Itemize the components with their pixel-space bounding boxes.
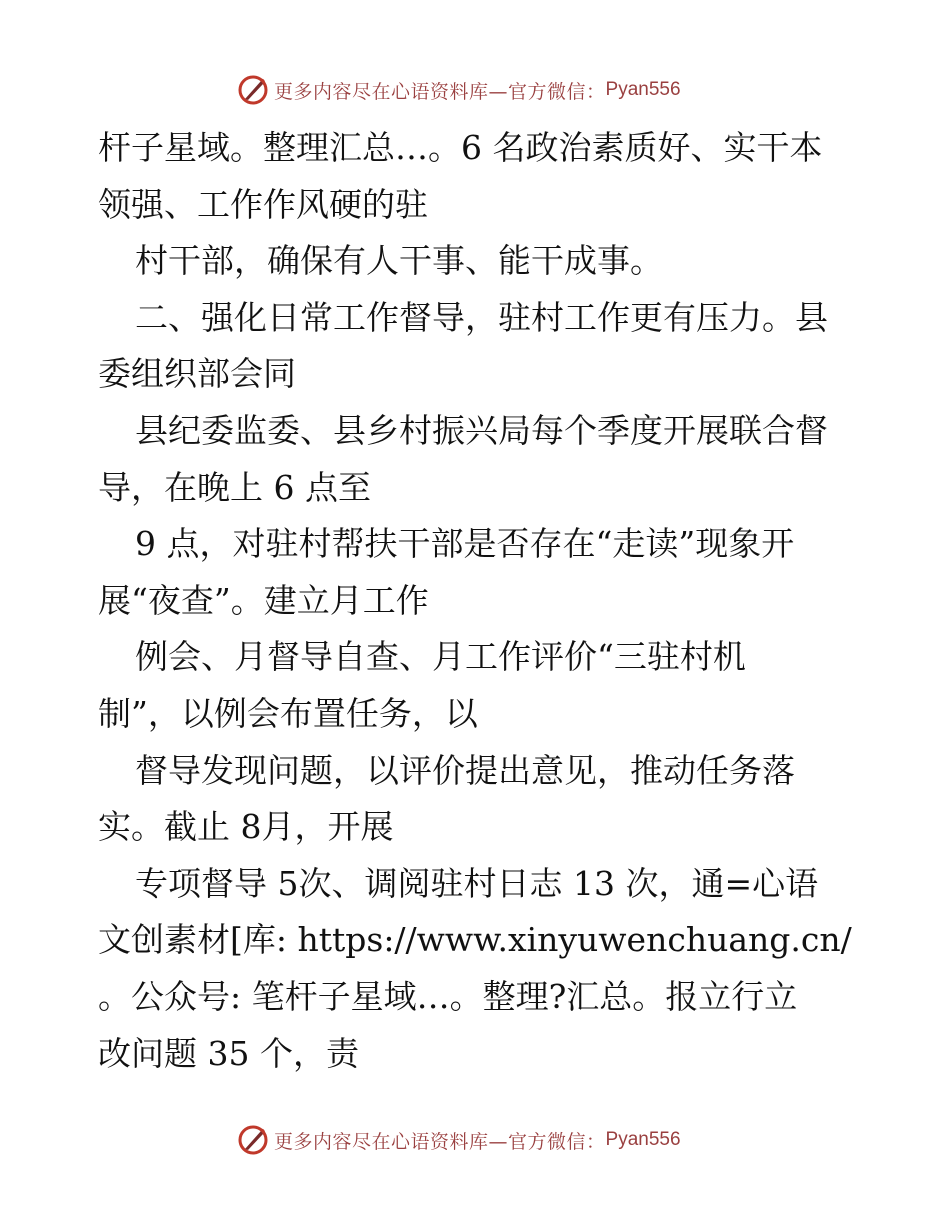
text-line: 二、强化日常工作督导，驻村工作更有压力。县 xyxy=(135,297,828,337)
text-line: 例会、月督导自查、月工作评价“三驻村机 xyxy=(135,637,746,677)
text-line: 督导发现问题，以评价提出意见，推动任务落 xyxy=(135,750,795,790)
text-line: 。公众号: 笔杆子星域…。整理?汇总。报立行立 xyxy=(98,976,798,1016)
quill-logo-icon xyxy=(236,1123,270,1157)
text-line: 导，在晚上 6 点至 xyxy=(98,467,371,507)
text-line: 实。截止 8月，开展 xyxy=(98,807,394,847)
text-line: 专项督导 5次、调阅驻村日志 13 次，通=心语 xyxy=(135,863,819,903)
text-line: 文创素材[库: https://www.xinyuwenchuang.cn/ xyxy=(98,920,852,960)
text-line: 县纪委监委、县乡村振兴局每个季度开展联合督 xyxy=(135,410,828,450)
text-line: 村干部，确保有人干事、能干成事。 xyxy=(135,241,663,281)
text-line: 改问题 35 个，责 xyxy=(98,1033,359,1073)
banner-text: 更多内容尽在心语资料库—官方微信： xyxy=(274,80,606,103)
text-line: 委组织部会同 xyxy=(98,354,296,394)
text-line: 制”，以例会布置任务，以 xyxy=(98,693,478,733)
banner-text: 更多内容尽在心语资料库—官方微信： xyxy=(274,1130,606,1153)
footer-banner xyxy=(236,1123,681,1157)
header-banner xyxy=(236,73,681,107)
text-line: 领强、工作作风硬的驻 xyxy=(98,184,428,224)
quill-logo-icon xyxy=(236,73,270,107)
text-line: 9 点，对驻村帮扶干部是否存在“走读”现象开 xyxy=(135,524,795,564)
document-body xyxy=(98,120,858,1082)
banner-handle: Pyan556 xyxy=(605,1129,681,1150)
text-line: 杆子星域。整理汇总…。6 名政治素质好、实干本 xyxy=(98,128,823,167)
text-line: 展“夜查”。建立月工作 xyxy=(98,580,429,620)
banner-handle: Pyan556 xyxy=(605,79,681,100)
